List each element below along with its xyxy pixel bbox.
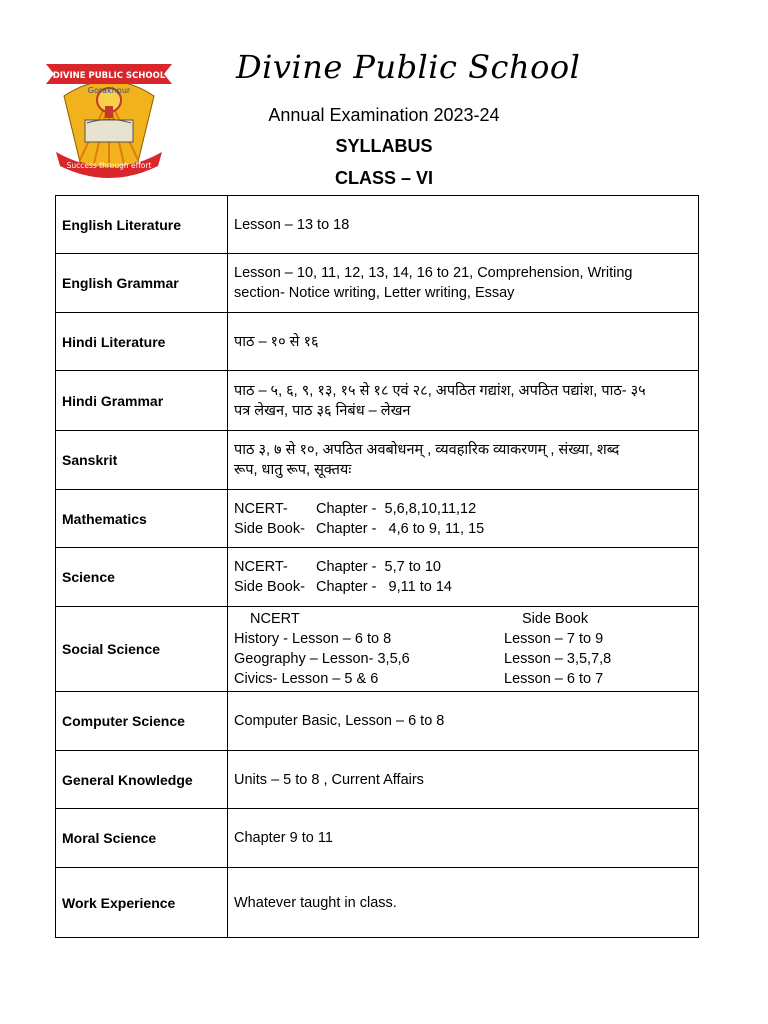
table-row [56, 868, 699, 938]
syllabus-line [234, 577, 692, 597]
table-row [56, 548, 699, 607]
syllabus-line: रूप, धातु रूप, सूक्तयः [234, 462, 352, 478]
subject-syllabus [228, 371, 699, 431]
subject-name: General Knowledge [56, 751, 228, 809]
subject-name: Computer Science [56, 692, 228, 751]
subject-syllabus [228, 490, 699, 548]
syllabus-line [234, 499, 692, 519]
subject-syllabus [228, 751, 699, 809]
exam-title: Annual Examination 2023-24 [268, 105, 500, 125]
book-source: NCERT- [234, 500, 288, 517]
syllabus-line [234, 519, 692, 539]
table-row [56, 196, 699, 254]
document-type: SYLLABUS [335, 136, 433, 156]
chapter-label: Chapter - [316, 579, 377, 595]
logo-city: Gorakhpur [87, 86, 131, 95]
chapter-list: 4,6 to 9, 11, 15 [388, 520, 485, 537]
subject-name: Mathematics [56, 490, 228, 548]
column-header-ncert: NCERT [250, 611, 300, 627]
subject-name: Work Experience [56, 868, 228, 938]
chapter-label: Chapter - [316, 520, 377, 537]
subject-syllabus [228, 868, 699, 938]
subject-name: Hindi Grammar [56, 371, 228, 431]
syllabus-line [234, 557, 692, 577]
syllabus-line: पत्र लेखन, पाठ ३६ निबंध – लेखन [234, 402, 411, 419]
syllabus-line: Computer Basic, Lesson – 6 to 8 [234, 713, 445, 729]
syllabus-line: पाठ ३, ७ से १०, अपठित अवबोधनम् , व्यवहारिक व्याकरणम् , संख्या, शब्द [234, 442, 620, 458]
subject-syllabus [228, 254, 699, 313]
subject-name: Social Science [56, 607, 228, 692]
subject-syllabus [228, 196, 699, 254]
school-name: Divine Public School [236, 48, 581, 86]
syllabus-line [234, 649, 692, 669]
ncert-lessons: Geography – Lesson- 3,5,6 [234, 651, 410, 667]
logo-top-text: DIVINE PUBLIC SCHOOL [52, 71, 166, 81]
syllabus-line: Units – 5 to 8 , Current Affairs [234, 771, 424, 788]
chapter-list: 5,6,8,10,11,12 [384, 500, 477, 517]
subject-syllabus [228, 548, 699, 607]
syllabus-table [55, 195, 699, 938]
table-row [56, 371, 699, 431]
subject-syllabus [228, 431, 699, 490]
subject-name: Science [56, 548, 228, 607]
subject-syllabus [228, 313, 699, 371]
subject-name: English Grammar [56, 254, 228, 313]
subject-name: Sanskrit [56, 431, 228, 490]
table-row [56, 431, 699, 490]
chapter-label: Chapter - [316, 559, 377, 575]
ncert-lessons: History - Lesson – 6 to 8 [234, 631, 392, 647]
subject-syllabus [228, 692, 699, 751]
table-row [56, 692, 699, 751]
subject-name: Hindi Literature [56, 313, 228, 371]
table-row [56, 254, 699, 313]
syllabus-line: पाठ – ५, ६, ९, १३, १५ से १८ एवं २८, अपठित गद्यांश, अपठित पद्यांश, पाठ- ३५ [234, 382, 646, 399]
side-book-lessons: Lesson – 7 to 9 [504, 631, 604, 647]
table-row [56, 313, 699, 371]
table-row [56, 490, 699, 548]
subject-syllabus [228, 809, 699, 868]
class-label: CLASS – VI [334, 168, 434, 188]
ncert-lessons: Civics- Lesson – 5 & 6 [234, 671, 379, 687]
book-source: Side Book- [234, 520, 305, 537]
book-source: Side Book- [234, 579, 305, 595]
school-logo [40, 40, 178, 178]
chapter-list: 5,7 to 10 [384, 559, 441, 575]
table-row [56, 809, 699, 868]
syllabus-line [234, 609, 692, 629]
table-row [56, 607, 699, 692]
book-source: NCERT- [234, 559, 288, 575]
table-row [56, 751, 699, 809]
side-book-lessons: Lesson – 6 to 7 [504, 671, 604, 687]
chapter-label: Chapter - [316, 500, 377, 517]
column-header-side-book: Side Book [522, 611, 589, 627]
subject-name: English Literature [56, 196, 228, 254]
syllabus-line: section- Notice writing, Letter writing, Essay [234, 285, 515, 301]
syllabus-line: Whatever taught in class. [234, 894, 397, 911]
subject-name: Moral Science [56, 809, 228, 868]
chapter-list: 9,11 to 14 [388, 579, 452, 595]
syllabus-line [234, 669, 692, 689]
logo-motto: Success through effort [66, 161, 152, 170]
syllabus-line [234, 629, 692, 649]
syllabus-line: पाठ – १० से १६ [234, 333, 319, 350]
subject-syllabus [228, 607, 699, 692]
syllabus-line: Lesson – 13 to 18 [234, 216, 350, 233]
side-book-lessons: Lesson – 3,5,7,8 [504, 651, 612, 667]
syllabus-line: Lesson – 10, 11, 12, 13, 14, 16 to 21, Comprehension, Writing [234, 265, 633, 281]
syllabus-line: Chapter 9 to 11 [234, 830, 333, 846]
